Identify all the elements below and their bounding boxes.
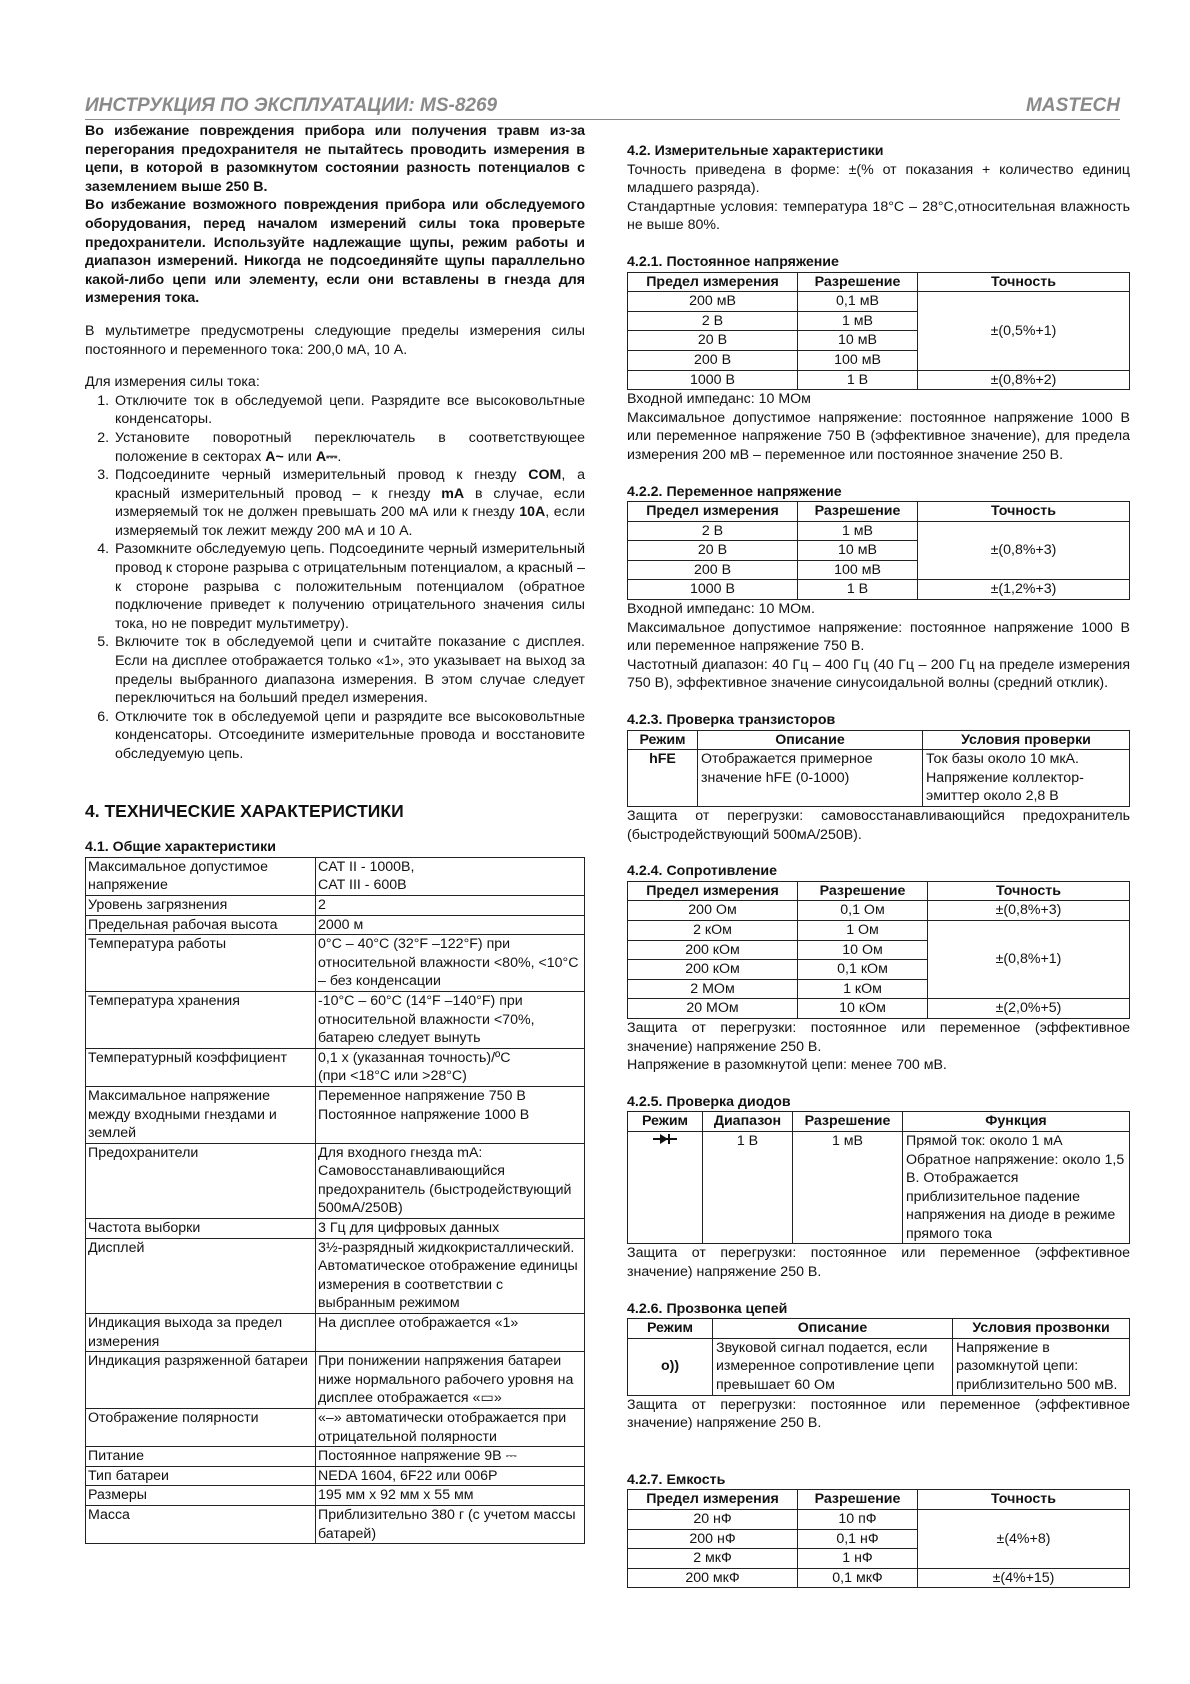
table-row [86,1447,585,1467]
column-header: Точность [918,502,1130,522]
diode-icon [651,1132,679,1146]
table-cell: 10 Ом [798,940,928,960]
column-header: Точность [928,881,1130,901]
table-cell: 1 мВ [793,1131,903,1244]
table-cell: 200 В [628,560,798,580]
table-row [628,1131,1130,1244]
spec-name: Предохранители [86,1143,316,1218]
table-cell: 1 кОм [798,979,928,999]
column-header: Разрешение [798,881,928,901]
column-header: Предел измерения [628,1490,798,1510]
table-cell: 200 В [628,350,798,370]
column-header: Режим [628,730,698,750]
spec-value: 195 мм x 92 мм x 55 мм [316,1486,585,1506]
spec-value: NEDA 1604, 6F22 или 006P [316,1466,585,1486]
column-header: Предел измерения [628,502,798,522]
table-row [86,1314,585,1352]
note: Напряжение в разомкнутой цепи: менее 700 мВ. [627,1057,947,1074]
table-cell: 200 мкФ [628,1568,798,1588]
column-header: Разрешение [798,1490,918,1510]
table-row [86,1086,585,1143]
table-row [628,730,1130,750]
note: Защита от перегрузки: постоянное или переменное (эффективное значение) напряжение 250 В. [627,1245,1130,1281]
table-cell: 0,1 мкФ [798,1568,918,1588]
table-row [628,901,1130,921]
table-cell: 0,1 нФ [798,1529,918,1549]
table-cell: 100 мВ [798,560,918,580]
spec-value: При понижении напряжения батареи ниже нормального рабочего уровня на дисплее отображается «▭» [316,1352,585,1409]
subsection-title: 4.2.7. Емкость [627,1471,726,1488]
spec-name: Температурный коэффициент [86,1048,316,1086]
spec-value: 2000 м [316,915,585,935]
table-row [86,1466,585,1486]
column-header: Разрешение [798,272,918,292]
table-cell: 200 кОм [628,940,798,960]
steps-intro: Для измерения силы тока: [85,374,260,391]
spec-value: Переменное напряжение 750 В Постоянное напряжение 1000 В [316,1086,585,1143]
spec-name: Индикация разряженной батареи [86,1352,316,1409]
table-row [86,991,585,1048]
table-cell: Звуковой сигнал подается, если измеренное сопротивление цепи превышает 60 Ом [713,1338,953,1395]
subsection-title: 4.2.3. Проверка транзисторов [627,712,836,729]
spec-value: 0°C – 40°C (32°F –122°F) при относительной влажности <80%, <10°C – без конденсации [316,935,585,992]
spec-name: Индикация выхода за предел измерения [86,1314,316,1352]
spec-value: На дисплее отображается «1» [316,1314,585,1352]
ac-voltage-table [627,501,1130,600]
table-row [86,1143,585,1218]
left-column [85,122,585,1544]
table-row [86,895,585,915]
spec-value: -10°C – 60°C (14°F –140°F) при относительной влажности <70%, батарею следует вынуть [316,991,585,1048]
table-cell: 10 мВ [798,541,918,561]
spec-name: Питание [86,1447,316,1467]
table-row [86,1238,585,1313]
general-specs-table [85,857,585,1544]
spec-value: «–» автоматически отображается при отрицательной полярности [316,1409,585,1447]
table-row [628,292,1130,312]
subsection-title: 4.2.2. Переменное напряжение [627,483,842,500]
continuity-table [627,1318,1130,1395]
table-row [628,272,1130,292]
subsection-title: 4.2.5. Проверка диодов [627,1093,791,1110]
table-cell [628,1131,703,1244]
column-header: Диапазон [703,1112,793,1132]
dc-voltage-table [627,272,1130,391]
page-header [85,95,1120,120]
header-brand: MASTECH [1026,95,1120,116]
table-cell: 2 В [628,311,798,331]
spec-value: Постоянное напряжение 9В ⎓ [316,1447,585,1467]
table-cell: ±(0,8%+1) [928,920,1130,998]
list-item: 5. Включите ток в обследуемой цепи и считайте показание с дисплея. Если на дисплее отображается только «1», это указывает на выход за пределы выбранного диапазона измерения. В этом случае следует переключиться на больший предел измерения. [113,633,585,707]
table-cell: hFE [628,750,698,807]
current-ranges: В мультиметре предусмотрены следующие пределы измерения силы постоянного и переменного тока: 200,0 мА, 10 А. [85,322,585,358]
table-cell: ±(4%+15) [918,1568,1130,1588]
subsection-title: 4.2.6. Прозвонка цепей [627,1300,788,1317]
table-row [86,1505,585,1543]
list-item: 2. Установите поворотный переключатель в соответствующее положение в секторах A~ или A⎓. [113,429,585,466]
note: Защита от перегрузки: самовосстанавливающийся предохранитель (быстродействующий 500мА/250В). [627,808,1130,843]
table-row [86,935,585,992]
current-steps [85,392,585,764]
transistor-table [627,730,1130,807]
table-cell: 20 В [628,331,798,351]
column-header: Предел измерения [628,881,798,901]
column-header: Разрешение [798,502,918,522]
spec-name: Отображение полярности [86,1409,316,1447]
list-item: 1. Отключите ток в обследуемой цепи. Разрядите все высоковольтные конденсаторы. [113,392,585,429]
diode-table [627,1111,1130,1244]
table-cell: 1 В [798,580,918,600]
spec-value: 3 Гц для цифровых данных [316,1219,585,1239]
table-row [628,580,1130,600]
spec-name: Размеры [86,1486,316,1506]
note: Защита от перегрузки: постоянное или переменное (эффективное значение) напряжение 250 В. [627,1019,1130,1055]
table-cell: Прямой ток: около 1 мА Обратное напряжение: около 1,5 В. Отображается приблизительное падение напряжения на диоде в режиме прямого тока [903,1131,1130,1244]
spec-name: Дисплей [86,1238,316,1313]
header-title: ИНСТРУКЦИЯ ПО ЭКСПЛУАТАЦИИ: MS-8269 [85,95,498,116]
table-cell: 1000 В [628,580,798,600]
table-cell: 0,1 кОм [798,960,928,980]
note: Максимальное допустимое напряжение: постоянное напряжение 1000 В или переменное напряжение 750 В (эффективное значение), для предела измерения 200 мВ – переменное или постоянное значение 250 В. [627,409,1130,463]
list-item: 3. Подсоедините черный измерительный провод к гнезду COM, а красный измерительный провод – к гнезду mA в случае, если измеряемый ток не должен превышать 200 мА или к гнезду 10A, если измеряемый ток лежит между 200 мА и 10 А. [113,466,585,540]
table-cell: 200 Ом [628,901,798,921]
table-row [86,1048,585,1086]
list-item: 4. Разомкните обследуемую цепь. Подсоедините черный измерительный провод к стороне разрыва с отрицательным потенциалом, а красный – к стороне разрыва с положительным потенциалом (обратное подключение приведет к получению отрицательного значения силы тока, но не повредит мультиметру). [113,540,585,633]
column-header: Условия прозвонки [953,1319,1130,1339]
table-row [628,1510,1130,1530]
table-row [628,750,1130,807]
table-cell: ±(0,8%+3) [918,521,1130,580]
table-cell: 0,1 мВ [798,292,918,312]
subsection-title: 4.1. Общие характеристики [85,839,276,856]
table-cell: 200 нФ [628,1529,798,1549]
table-cell: ±(2,0%+5) [928,999,1130,1019]
column-header: Режим [628,1112,703,1132]
table-cell: ±(0,5%+1) [918,292,1130,370]
capacitance-table [627,1489,1130,1588]
table-cell: Ток базы около 10 мкА. Напряжение коллектор-эмиттер около 2,8 В [923,750,1130,807]
spec-name: Предельная рабочая высота [86,915,316,935]
note: Частотный диапазон: 40 Гц – 400 Гц (40 Гц – 200 Гц на пределе измерения 750 В), эффективное значение синусоидальной волны (средний отклик). [627,656,1130,692]
note: Защита от перегрузки: постоянное или переменное (эффективное значение) напряжение 250 В. [627,1396,1130,1432]
table-cell: 1 нФ [798,1549,918,1569]
column-header: Описание [713,1319,953,1339]
current-warning: Во избежание возможного повреждения прибора или обследуемого оборудования, перед началом измерений силы тока проверьте предохранители. Используйте надлежащие щупы, режим работы и диапазон измерений. Никогда не подсоединяйте щупы параллельно какой-либо цепи или элементу, если они вставлены в гнезда для измерения тока. [85,197,585,307]
table-row [86,857,585,895]
column-header: Предел измерения [628,272,798,292]
subsection-title: 4.2. Измерительные характеристики [627,143,884,159]
table-cell: 0,1 Ом [798,901,928,921]
table-cell: Отображается примерное значение hFE (0-1000) [698,750,923,807]
table-cell: 2 В [628,521,798,541]
table-cell: 100 мВ [798,350,918,370]
table-row [628,521,1130,541]
table-cell: 10 мВ [798,331,918,351]
table-row [628,999,1130,1019]
subsection-title: 4.2.4. Сопротивление [627,863,778,880]
table-row [628,1338,1130,1395]
table-row [628,1112,1130,1132]
table-row [86,1352,585,1409]
table-cell: 10 кОм [798,999,928,1019]
right-column [627,142,1130,1588]
table-row [628,502,1130,522]
table-cell: 1 мВ [798,521,918,541]
column-header: Точность [918,272,1130,292]
table-row [628,920,1130,940]
table-row [628,1490,1130,1510]
spec-value: CAT II - 1000В, CAT III - 600В [316,857,585,895]
continuity-icon: о)) [628,1338,713,1395]
table-cell: 20 В [628,541,798,561]
table-cell: 1 В [703,1131,793,1244]
table-cell: 2 кОм [628,920,798,940]
accuracy-form: Точность приведена в форме: ±(% от показания + количество единиц младшего разряда). [627,161,1130,197]
table-row [86,1219,585,1239]
table-cell: ±(0,8%+3) [928,901,1130,921]
spec-name: Максимальное допустимое напряжение [86,857,316,895]
table-cell: 1000 В [628,370,798,390]
spec-name: Масса [86,1505,316,1543]
column-header: Условия проверки [923,730,1130,750]
spec-name: Температура работы [86,935,316,992]
section-title: 4. ТЕХНИЧЕСКИЕ ХАРАКТЕРИСТИКИ [85,800,404,821]
spec-value: 2 [316,895,585,915]
spec-value: Для входного гнезда mA: Самовосстанавливающийся предохранитель (быстродействующий 500мА/250В) [316,1143,585,1218]
table-row [628,881,1130,901]
column-header: Режим [628,1319,713,1339]
table-cell: 200 мВ [628,292,798,312]
spec-value: 3½-разрядный жидкокристаллический. Автоматическое отображение единицы измерения в соответствии с выбранным режимом [316,1238,585,1313]
table-cell: 20 МОм [628,999,798,1019]
table-row [86,1486,585,1506]
table-cell: 1 В [798,370,918,390]
table-cell: 10 пФ [798,1510,918,1530]
column-header: Точность [918,1490,1130,1510]
fuse-warning: Во избежание повреждения прибора или получения травм из-за перегорания предохранителя не пытайтесь проводить измерения в цепи, в которой в разомкнутом состоянии разность потенциалов с заземлением выше 250 В. [85,123,585,195]
table-row [86,915,585,935]
spec-name: Тип батареи [86,1466,316,1486]
table-cell: 1 мВ [798,311,918,331]
subsection-title: 4.2.1. Постоянное напряжение [627,253,839,270]
standard-conditions: Стандартные условия: температура 18°C – 28°C,относительная влажность не выше 80%. [627,198,1130,234]
list-item: 6. Отключите ток в обследуемой цепи и разрядите все высоковольтные конденсаторы. Отсоедините измерительные провода и восстановите обследуемую цепь. [113,708,585,764]
table-row [628,1568,1130,1588]
table-row [86,1409,585,1447]
table-cell: ±(4%+8) [918,1510,1130,1569]
column-header: Разрешение [793,1112,903,1132]
spec-name: Частота выборки [86,1219,316,1239]
table-row [628,370,1130,390]
table-cell: Напряжение в разомкнутой цепи: приблизительно 500 мВ. [953,1338,1130,1395]
table-cell: 20 нФ [628,1510,798,1530]
column-header: Функция [903,1112,1130,1132]
note: Входной импеданс: 10 МОм. [627,601,815,618]
spec-value: 0,1 x (указанная точность)/ºC (при <18°C или >28°C) [316,1048,585,1086]
spec-name: Температура хранения [86,991,316,1048]
table-cell: ±(1,2%+3) [918,580,1130,600]
spec-name: Уровень загрязнения [86,895,316,915]
table-row [628,1319,1130,1339]
spec-name: Максимальное напряжение между входными гнездами и землей [86,1086,316,1143]
spec-value: Приблизительно 380 г (с учетом массы батарей) [316,1505,585,1543]
resistance-table [627,881,1130,1019]
table-cell: 2 МОм [628,979,798,999]
note: Максимальное допустимое напряжение: постоянное напряжение 1000 В или переменное напряжение 750 В. [627,619,1130,655]
table-cell: 1 Ом [798,920,928,940]
table-cell: ±(0,8%+2) [918,370,1130,390]
note: Входной импеданс: 10 МОм [627,391,811,408]
table-cell: 200 кОм [628,960,798,980]
table-cell: 2 мкФ [628,1549,798,1569]
column-header: Описание [698,730,923,750]
